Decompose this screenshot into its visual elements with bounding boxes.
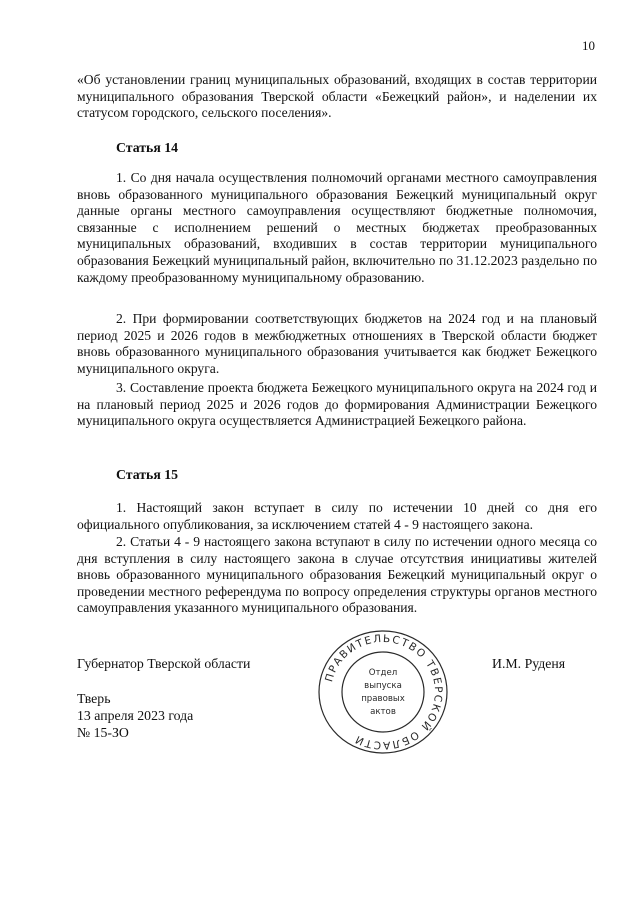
article-14-para-3: 3. Составление проекта бюджета Бежецкого муниципального округа на 2024 год и на плановый период 2025 и 2026 годов до формирования Администрации Бежецкого муниципального округа осуществляется Администрацией Бежецкого района.: [77, 380, 597, 429]
stamp-line-4: актов: [370, 707, 396, 717]
stamp-outer-ring: [319, 631, 447, 753]
intro-text: «Об установлении границ муниципальных образований, входящих в состав территории муниципального образования Тверской области «Бежецкий район», и наделении их статусом городского, сельского поселения».: [77, 72, 597, 121]
stamp-line-2: выпуска: [364, 681, 402, 691]
signing-date: 13 апреля 2023 года: [77, 708, 194, 723]
article-14-para-1: 1. Со дня начала осуществления полномочий органами местного самоуправления вновь образованного муниципального образования Бежецкий муниципальный округ данные органы местного самоуправления осуществляют бюджетные полномочия, связанные с исполнением решений о местных бюджетах преобразованных муниципальных образований, входивших в состав территории муниципального образования Бежецкий муниципальный район, включительно по 31.12.2023 раздельно по каждому преобразованному муниципальному образованию.: [77, 170, 597, 285]
stamp-line-3: правовых: [361, 694, 405, 704]
governor-title: Губернатор Тверской области: [77, 656, 251, 671]
law-title-quote: [77, 72, 597, 122]
page-number: 10: [582, 38, 595, 53]
article-15-para-2: 2. Статьи 4 - 9 настоящего закона вступают в силу по истечении одного месяца со дня вступления в силу настоящего закона в случае отсутствия инициативы жителей вновь образованного муниципального образования Бежецкий муниципальный округ о проведении местного референдума по вопросу определения структуры органов местного самоуправления указанного муниципального образования.: [77, 534, 597, 616]
article-15-para-1: 1. Настоящий закон вступает в силу по истечении 10 дней со дня его официального опубликования, за исключением статей 4 - 9 настоящего закона.: [77, 500, 597, 532]
governor-name: И.М. Руденя: [492, 656, 566, 671]
stamp-line-1: Отдел: [368, 668, 398, 678]
signing-city: Тверь: [77, 691, 111, 706]
article-14-para-2: 2. При формировании соответствующих бюджетов на 2024 год и на плановый период 2025 и 2026 годов в межбюджетных отношениях в Тверской области бюджет вновь образованного муниципального образования учитывается как бюджет Бежецкого муниципального округа.: [77, 311, 597, 376]
stamp-ring-text: ПРАВИТЕЛЬСТВО ТВЕРСКОЙ ОБЛАСТИ: [323, 632, 445, 752]
stamp-inner-ring: [342, 652, 424, 732]
article-14-heading: Статья 14: [116, 140, 179, 155]
official-seal-stamp: [316, 628, 450, 756]
law-number: № 15-ЗО: [77, 725, 129, 740]
article-15-heading: Статья 15: [116, 467, 179, 482]
